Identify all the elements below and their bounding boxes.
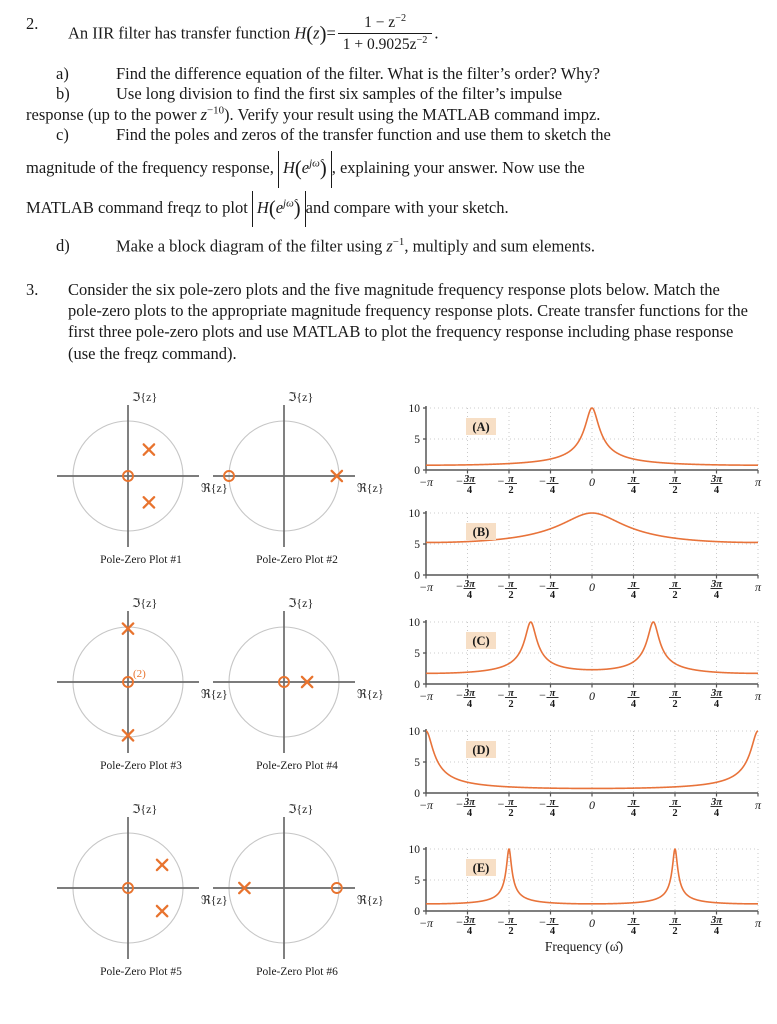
svg-text:3π: 3π bbox=[711, 915, 722, 926]
item-c-line3-post: and compare with your sketch. bbox=[305, 197, 509, 217]
x-tick-label: π bbox=[754, 475, 762, 489]
paren-close: ) bbox=[319, 23, 327, 46]
imaginary-axis-label: ℑ{z} bbox=[288, 596, 314, 610]
pole-zero-caption-3: Pole-Zero Plot #3 bbox=[100, 760, 182, 772]
frequency-response-plot-A bbox=[398, 400, 770, 518]
x-tick-label bbox=[628, 474, 640, 496]
svg-text:4: 4 bbox=[630, 926, 637, 937]
x-tick-label: π bbox=[754, 916, 762, 930]
transfer-function-var: z bbox=[313, 23, 320, 43]
pole-zero-plot-1 bbox=[52, 390, 230, 594]
x-tick-label bbox=[498, 579, 517, 601]
equals-sign: = bbox=[326, 23, 336, 43]
frequency-response-plot-D bbox=[398, 723, 770, 841]
pole-zero-caption-1: Pole-Zero Plot #1 bbox=[100, 554, 182, 566]
item-d-post: , multiply and sum elements. bbox=[404, 236, 595, 256]
pole-zero-diagram-5 bbox=[52, 802, 230, 970]
svg-text:π: π bbox=[672, 579, 678, 590]
svg-text:π: π bbox=[508, 474, 514, 485]
imaginary-axis-label: ℑ{z} bbox=[132, 390, 158, 404]
x-tick-label bbox=[456, 797, 475, 819]
x-tick-label bbox=[669, 688, 681, 710]
numerator-exponent: −2 bbox=[395, 13, 407, 24]
plot-label: (D) bbox=[472, 743, 490, 757]
svg-text:π: π bbox=[508, 915, 514, 926]
svg-text:3π: 3π bbox=[711, 688, 722, 699]
x-tick-label bbox=[456, 915, 475, 937]
x-tick-label bbox=[539, 797, 558, 819]
y-tick-label: 10 bbox=[408, 844, 420, 856]
svg-text:−: − bbox=[456, 474, 463, 488]
x-tick-label bbox=[669, 579, 681, 601]
svg-text:π: π bbox=[630, 915, 637, 926]
svg-text:−: − bbox=[539, 688, 546, 702]
svg-text:4: 4 bbox=[466, 808, 473, 819]
y-tick-label: 10 bbox=[408, 403, 420, 415]
abs-H-2: H bbox=[256, 197, 269, 217]
abs-exponent-2: jω̂ bbox=[283, 197, 294, 210]
svg-text:4: 4 bbox=[466, 926, 473, 937]
y-tick-label: 0 bbox=[414, 788, 420, 800]
svg-text:4: 4 bbox=[713, 699, 720, 710]
svg-text:2: 2 bbox=[672, 808, 678, 819]
pole-zero-diagram-6 bbox=[208, 802, 386, 970]
abs-e-1: e bbox=[301, 158, 310, 178]
item-c-text-line2 bbox=[26, 156, 751, 182]
x-tick-label: π bbox=[754, 798, 762, 812]
svg-text:4: 4 bbox=[630, 485, 637, 496]
x-tick-label: −π bbox=[418, 689, 434, 703]
item-c-text-line1: Find the poles and zeros of the transfer function and use them to sketch the bbox=[116, 125, 611, 145]
svg-text:3π: 3π bbox=[464, 797, 475, 808]
transfer-function-fraction bbox=[338, 13, 433, 54]
svg-text:π: π bbox=[549, 688, 556, 699]
item-c-line3-pre: MATLAB command freqz to plot bbox=[26, 197, 248, 217]
x-tick-label: π bbox=[754, 580, 762, 594]
item-c-label: c) bbox=[56, 125, 69, 145]
problem-2-stem bbox=[26, 14, 751, 55]
pole-zero-caption-2: Pole-Zero Plot #2 bbox=[256, 554, 338, 566]
svg-text:4: 4 bbox=[630, 808, 637, 819]
item-b-text-line2 bbox=[26, 104, 751, 125]
x-tick-label bbox=[669, 797, 681, 819]
transfer-function-H: H bbox=[294, 23, 307, 43]
x-tick-label: 0 bbox=[589, 689, 595, 703]
pole-zero-caption-5: Pole-Zero Plot #5 bbox=[100, 966, 182, 978]
item-b-line2-pre: response (up to the power bbox=[26, 105, 197, 125]
magnitude-response-expression-2 bbox=[252, 196, 306, 222]
svg-text:−: − bbox=[497, 915, 505, 929]
imaginary-axis-label: ℑ{z} bbox=[132, 802, 158, 816]
item-b-z-exponent: −10 bbox=[207, 104, 225, 117]
svg-text:π: π bbox=[672, 474, 678, 485]
pole-zero-diagram-2 bbox=[208, 390, 386, 558]
problem-2-item-c bbox=[26, 125, 751, 145]
imaginary-axis-label: ℑ{z} bbox=[288, 390, 314, 404]
pole-zero-plot-5 bbox=[52, 802, 230, 1006]
real-axis-label: ℜ{z} bbox=[201, 481, 228, 495]
fraction-numerator bbox=[338, 13, 433, 34]
svg-text:3π: 3π bbox=[464, 474, 475, 485]
x-tick-label bbox=[498, 797, 517, 819]
svg-text:2: 2 bbox=[508, 808, 514, 819]
abs-paren-open-1: ( bbox=[294, 158, 302, 181]
svg-text:π: π bbox=[508, 797, 514, 808]
denominator-exponent: −2 bbox=[416, 35, 428, 47]
item-d-z-var: z bbox=[386, 236, 393, 256]
svg-text:4: 4 bbox=[630, 590, 637, 601]
item-b-label: b) bbox=[56, 84, 70, 104]
x-tick-label bbox=[628, 688, 640, 710]
x-tick-label: −π bbox=[418, 916, 434, 930]
x-axis-caption: Frequency (ω̂) bbox=[544, 939, 624, 954]
x-tick-label bbox=[456, 474, 475, 496]
x-tick-label bbox=[498, 915, 517, 937]
plot-label: (C) bbox=[472, 634, 490, 648]
problem-2-stem-text bbox=[68, 14, 751, 55]
svg-text:4: 4 bbox=[630, 699, 637, 710]
problem-2-item-b bbox=[26, 84, 751, 104]
abs-exponent-1: jω̂ bbox=[309, 158, 320, 171]
y-tick-label: 5 bbox=[414, 757, 420, 769]
svg-text:π: π bbox=[549, 579, 556, 590]
item-a-label: a) bbox=[56, 64, 69, 84]
problem-3-text: Consider the six pole-zero plots and the five magnitude frequency response plots below. Match the pole-zero plots to the appropriate magnitude frequency response plots. Create transfer functions for the first three pole-zero plots and use MATLAB to plot the frequency response including phase response (use the freqz command). bbox=[68, 279, 748, 363]
fraction-denominator bbox=[338, 34, 433, 54]
chart-svg-D bbox=[398, 723, 770, 821]
y-tick-label: 5 bbox=[414, 648, 420, 660]
svg-text:π: π bbox=[630, 579, 637, 590]
item-c-text-line3 bbox=[26, 196, 751, 222]
x-tick-label: π bbox=[754, 689, 762, 703]
problem-2-stem-label: An IIR filter has transfer function bbox=[68, 23, 291, 43]
svg-text:3π: 3π bbox=[711, 579, 722, 590]
x-tick-label: −π bbox=[418, 798, 434, 812]
svg-text:−: − bbox=[539, 797, 546, 811]
x-tick-label bbox=[628, 915, 640, 937]
x-tick-label bbox=[710, 474, 722, 496]
svg-text:−: − bbox=[497, 688, 505, 702]
svg-text:2: 2 bbox=[672, 926, 678, 937]
x-tick-label bbox=[628, 579, 640, 601]
svg-text:3π: 3π bbox=[464, 688, 475, 699]
zero-multiplicity-label: (2) bbox=[133, 668, 146, 680]
pole-zero-diagram-1 bbox=[52, 390, 230, 558]
pole-marker bbox=[157, 860, 167, 870]
x-tick-label bbox=[710, 579, 722, 601]
y-tick-label: 5 bbox=[414, 539, 420, 551]
svg-text:3π: 3π bbox=[464, 579, 475, 590]
item-b-text-line1: Use long division to find the first six samples of the filter’s impulse bbox=[116, 84, 563, 104]
y-tick-label: 10 bbox=[408, 726, 420, 738]
svg-text:π: π bbox=[630, 474, 637, 485]
frequency-response-plot-B bbox=[398, 505, 770, 623]
pole-zero-plot-6 bbox=[208, 802, 386, 1006]
svg-text:2: 2 bbox=[508, 590, 514, 601]
pole-zero-diagram-3 bbox=[52, 596, 230, 764]
x-tick-label bbox=[498, 474, 517, 496]
svg-text:π: π bbox=[630, 797, 637, 808]
svg-text:4: 4 bbox=[549, 485, 556, 496]
real-axis-label: ℜ{z} bbox=[357, 687, 384, 701]
svg-text:4: 4 bbox=[713, 808, 720, 819]
svg-text:−: − bbox=[539, 579, 546, 593]
chart-svg-E bbox=[398, 841, 770, 939]
x-tick-label: 0 bbox=[589, 580, 595, 594]
y-tick-label: 5 bbox=[414, 875, 420, 887]
item-d-z-exponent: −1 bbox=[392, 236, 405, 249]
numerator-text: 1 − z bbox=[364, 14, 396, 32]
pole-marker bbox=[157, 906, 167, 916]
svg-text:4: 4 bbox=[466, 485, 473, 496]
pole-zero-caption-6: Pole-Zero Plot #6 bbox=[256, 966, 338, 978]
x-tick-label bbox=[498, 688, 517, 710]
imaginary-axis-label: ℑ{z} bbox=[288, 802, 314, 816]
stem-period: . bbox=[434, 23, 439, 43]
real-axis-label: ℜ{z} bbox=[201, 893, 228, 907]
svg-text:2: 2 bbox=[672, 699, 678, 710]
problem-2-item-d bbox=[26, 236, 751, 257]
svg-text:4: 4 bbox=[713, 485, 720, 496]
item-c-line2-pre: magnitude of the frequency response, bbox=[26, 158, 274, 178]
problem-text-block bbox=[0, 0, 777, 364]
svg-text:2: 2 bbox=[508, 699, 514, 710]
svg-text:2: 2 bbox=[508, 926, 514, 937]
svg-text:4: 4 bbox=[466, 590, 473, 601]
x-tick-label: −π bbox=[418, 580, 434, 594]
chart-svg-C bbox=[398, 614, 770, 712]
magnitude-response-expression-1 bbox=[278, 156, 332, 182]
x-tick-label: 0 bbox=[589, 916, 595, 930]
y-tick-label: 0 bbox=[414, 906, 420, 918]
x-tick-label bbox=[710, 797, 722, 819]
chart-svg-B bbox=[398, 505, 770, 603]
x-tick-label bbox=[669, 474, 681, 496]
svg-text:2: 2 bbox=[672, 485, 678, 496]
y-tick-label: 5 bbox=[414, 434, 420, 446]
abs-paren-open-2: ( bbox=[268, 197, 276, 220]
svg-text:π: π bbox=[508, 688, 514, 699]
problem-2-number: 2. bbox=[26, 14, 39, 33]
svg-text:π: π bbox=[549, 474, 556, 485]
svg-text:−: − bbox=[456, 579, 463, 593]
problem-3-number: 3. bbox=[26, 279, 39, 299]
x-tick-label bbox=[539, 915, 558, 937]
x-tick-label bbox=[539, 579, 558, 601]
abs-paren-close-2: ) bbox=[293, 197, 301, 220]
x-tick-label: 0 bbox=[589, 798, 595, 812]
real-axis-label: ℜ{z} bbox=[201, 687, 228, 701]
svg-text:−: − bbox=[539, 474, 546, 488]
plot-label: (A) bbox=[472, 420, 490, 434]
svg-text:3π: 3π bbox=[464, 915, 475, 926]
svg-text:4: 4 bbox=[713, 926, 720, 937]
svg-text:−: − bbox=[539, 915, 546, 929]
item-b-z-var: z bbox=[200, 105, 208, 125]
svg-text:π: π bbox=[630, 688, 637, 699]
item-d-label: d) bbox=[56, 236, 70, 256]
paren-open: ( bbox=[306, 23, 314, 46]
svg-text:4: 4 bbox=[549, 926, 556, 937]
x-tick-label bbox=[669, 915, 681, 937]
pole-zero-plot-2 bbox=[208, 390, 386, 594]
pole-zero-diagram-4 bbox=[208, 596, 386, 764]
plot-label: (B) bbox=[472, 525, 490, 539]
svg-text:4: 4 bbox=[549, 590, 556, 601]
x-tick-label bbox=[710, 915, 722, 937]
problem-3 bbox=[26, 279, 751, 364]
svg-text:4: 4 bbox=[713, 590, 720, 601]
pole-zero-caption-4: Pole-Zero Plot #4 bbox=[256, 760, 338, 772]
x-tick-label bbox=[710, 688, 722, 710]
real-axis-label: ℜ{z} bbox=[357, 481, 384, 495]
frequency-response-plot-C bbox=[398, 614, 770, 732]
pole-marker bbox=[144, 444, 154, 454]
problem-2-item-a bbox=[26, 64, 751, 84]
item-b-line2-post: ). Verify your result using the MATLAB command impz. bbox=[224, 105, 601, 125]
chart-svg-A bbox=[398, 400, 770, 498]
x-tick-label: 0 bbox=[589, 475, 595, 489]
abs-paren-close-1: ) bbox=[319, 158, 327, 181]
svg-text:−: − bbox=[456, 688, 463, 702]
svg-text:−: − bbox=[456, 915, 463, 929]
svg-text:−: − bbox=[456, 797, 463, 811]
svg-text:π: π bbox=[672, 915, 678, 926]
imaginary-axis-label: ℑ{z} bbox=[132, 596, 158, 610]
svg-text:π: π bbox=[508, 579, 514, 590]
svg-text:−: − bbox=[497, 474, 505, 488]
y-tick-label: 0 bbox=[414, 679, 420, 691]
x-tick-label bbox=[456, 579, 475, 601]
plot-label: (E) bbox=[472, 861, 490, 875]
svg-text:3π: 3π bbox=[711, 797, 722, 808]
x-tick-label bbox=[539, 688, 558, 710]
abs-e-2: e bbox=[275, 197, 284, 217]
pole-marker bbox=[144, 497, 154, 507]
y-tick-label: 0 bbox=[414, 570, 420, 582]
real-axis-label: ℜ{z} bbox=[357, 893, 384, 907]
svg-text:4: 4 bbox=[549, 699, 556, 710]
x-tick-label bbox=[539, 474, 558, 496]
item-c-line2-post: , explaining your answer. Now use the bbox=[331, 158, 585, 178]
svg-text:2: 2 bbox=[672, 590, 678, 601]
x-tick-label bbox=[628, 797, 640, 819]
svg-text:2: 2 bbox=[508, 485, 514, 496]
svg-text:π: π bbox=[549, 915, 556, 926]
svg-text:π: π bbox=[672, 688, 678, 699]
pole-zero-plot-3 bbox=[52, 596, 230, 800]
x-tick-label: −π bbox=[418, 475, 434, 489]
figures-area bbox=[0, 392, 777, 1024]
pole-zero-plot-4 bbox=[208, 596, 386, 800]
svg-text:4: 4 bbox=[549, 808, 556, 819]
y-tick-label: 0 bbox=[414, 465, 420, 477]
svg-text:4: 4 bbox=[466, 699, 473, 710]
x-tick-label bbox=[456, 688, 475, 710]
denominator-text: 1 + 0.9025z bbox=[342, 36, 417, 54]
svg-text:3π: 3π bbox=[711, 474, 722, 485]
svg-text:−: − bbox=[497, 579, 505, 593]
svg-text:π: π bbox=[672, 797, 678, 808]
svg-text:−: − bbox=[497, 797, 505, 811]
y-tick-label: 10 bbox=[408, 617, 420, 629]
item-a-text: Find the difference equation of the filter. What is the filter’s order? Why? bbox=[116, 64, 600, 84]
item-d-text bbox=[116, 236, 751, 257]
abs-H-1: H bbox=[283, 158, 295, 178]
y-tick-label: 10 bbox=[408, 508, 420, 520]
item-d-pre: Make a block diagram of the filter using bbox=[116, 236, 383, 256]
svg-text:π: π bbox=[549, 797, 556, 808]
